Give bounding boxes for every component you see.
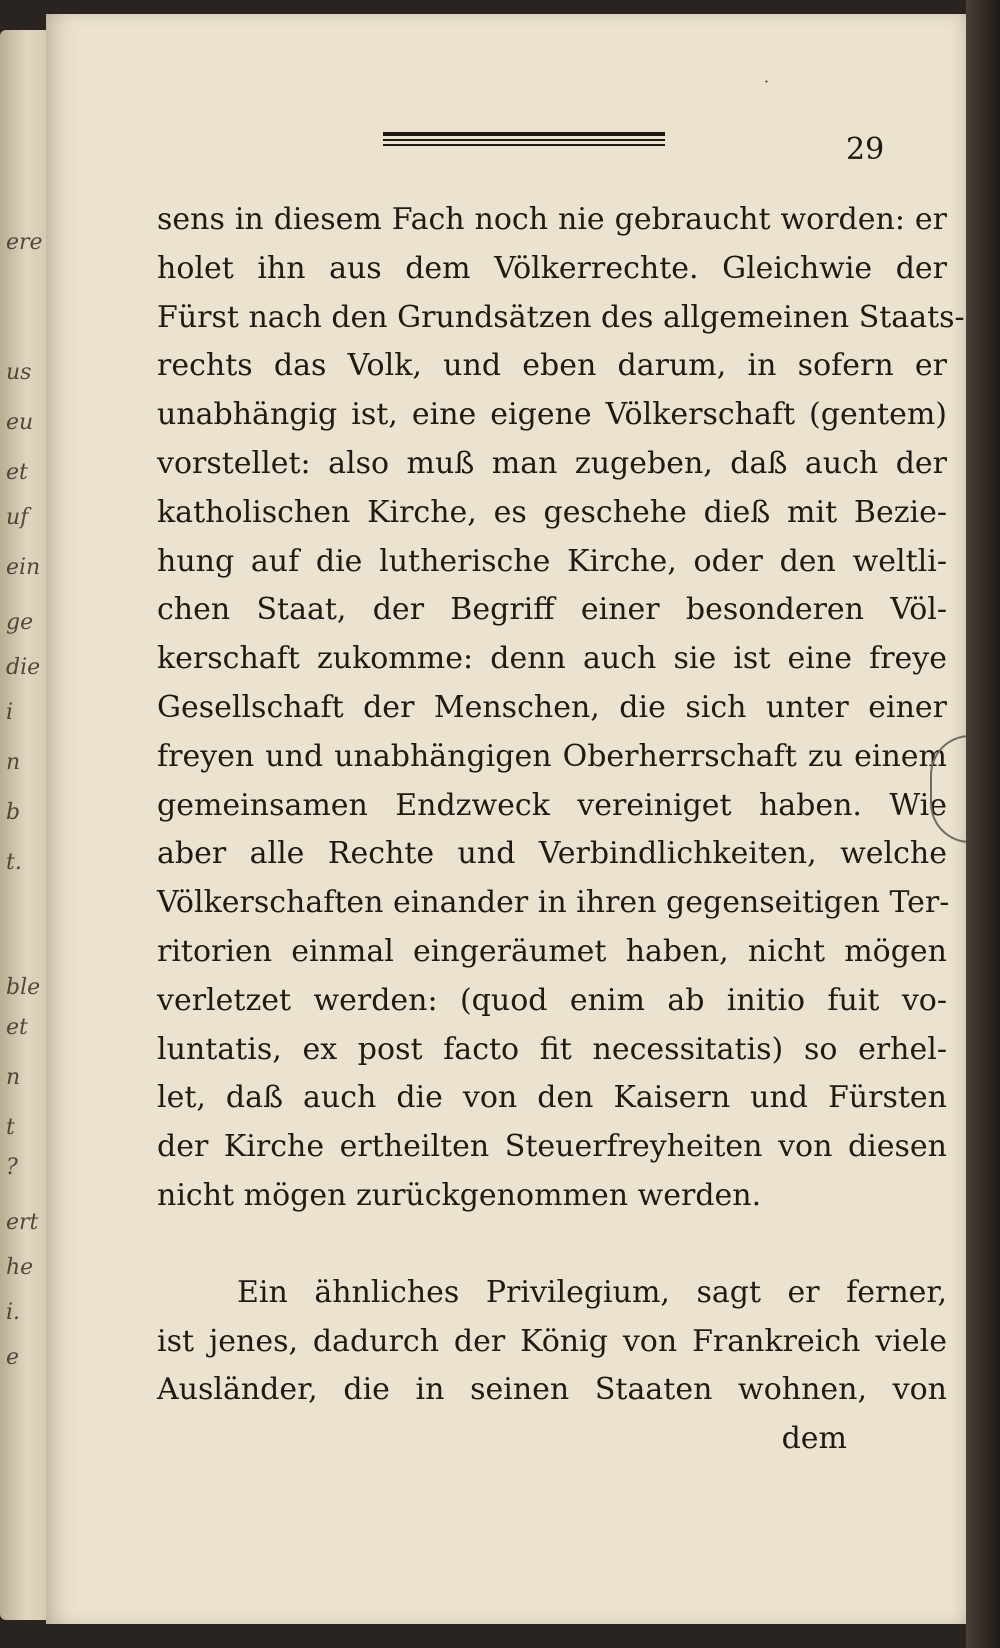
left-page-fragment: b — [6, 800, 21, 825]
left-page-fragment: e — [6, 1345, 20, 1370]
left-page-fragment: he — [6, 1255, 34, 1280]
left-page-fragment: n — [6, 750, 21, 775]
text-line: Völkerschaften einander in ihren gegenseitigen Ter- — [157, 885, 950, 921]
left-page-fragment: ere — [6, 230, 43, 255]
left-page-fragment: i — [6, 700, 14, 725]
text-line: sens in diesem Fach noch nie gebraucht worden: er — [157, 202, 947, 237]
left-page-fragment: die — [6, 655, 41, 680]
left-page-fragment: eu — [6, 410, 34, 435]
left-page-fragment: ? — [6, 1155, 18, 1180]
text-line: Gesellschaft der Menschen, die sich unter einer — [157, 689, 947, 725]
book-page — [46, 14, 966, 1624]
ink-speck: ˙ — [762, 78, 771, 99]
left-page-fragment: i. — [6, 1300, 21, 1325]
text-line: luntatis, ex post facto fit necessitatis) so erhel- — [157, 1031, 947, 1067]
left-page-edge — [0, 30, 48, 1620]
left-page-fragment: ble — [6, 975, 41, 1000]
text-line: ritorien einmal eingeräumet haben, nicht mögen — [157, 933, 947, 969]
left-page-fragment: us — [6, 360, 32, 385]
book-edge — [966, 0, 1000, 1648]
left-page-fragment: t. — [6, 850, 22, 875]
left-page-fragment: et — [6, 460, 28, 485]
paragraph-1 — [157, 196, 965, 1221]
text-line: Ein ähnliches Privilegium, sagt er ferner, — [237, 1274, 947, 1310]
page-text — [157, 196, 965, 1464]
text-line: vorstellet: also muß man zugeben, daß auch der — [157, 445, 947, 481]
text-line: Fürst nach den Grundsätzen des allgemeinen Staats- — [157, 299, 965, 335]
left-page-fragment: t — [6, 1115, 15, 1140]
text-line: freyen und unabhängigen Oberherrschaft zu einem — [157, 738, 947, 774]
text-line: let, daß auch die von den Kaisern und Fürsten — [157, 1080, 947, 1116]
header-rule — [383, 132, 665, 148]
text-line: gemeinsamen Endzweck vereiniget haben. Wie — [157, 787, 947, 823]
text-line: aber alle Rechte und Verbindlichkeiten, welche — [157, 836, 947, 872]
text-line: hung auf die lutherische Kirche, oder den weltli- — [157, 543, 947, 579]
text-line: holet ihn aus dem Völkerrechte. Gleichwie der — [157, 250, 947, 286]
catchword: dem — [781, 1421, 847, 1457]
text-line: katholischen Kirche, es geschehe dieß mit Bezie- — [157, 494, 947, 530]
text-line: rechts das Volk, und eben darum, in sofern er — [157, 348, 947, 384]
text-line: kerschaft zukomme: denn auch sie ist eine freye — [157, 641, 947, 677]
text-line: der Kirche ertheilten Steuerfreyheiten von diesen — [157, 1129, 947, 1165]
left-page-fragment: n — [6, 1065, 21, 1090]
text-line: verletzet werden: (quod enim ab initio fuit vo- — [157, 982, 947, 1018]
text-line: chen Staat, der Begriff einer besonderen Völ- — [157, 592, 947, 628]
text-line: unabhängig ist, eine eigene Völkerschaft (gentem) — [157, 397, 947, 433]
page-number: 29 — [846, 132, 885, 167]
text-line: Ausländer, die in seinen Staaten wohnen, von — [157, 1372, 947, 1408]
left-page-fragment: ert — [6, 1210, 39, 1235]
left-page-fragment: ein — [6, 555, 41, 580]
text-line: ist jenes, dadurch der König von Frankreich viele — [157, 1323, 947, 1359]
left-page-fragment: uf — [6, 505, 29, 530]
left-page-fragment: ge — [6, 610, 34, 635]
paragraph-2 — [157, 1269, 947, 1415]
text-line: nicht mögen zurückgenommen werden. — [157, 1177, 762, 1213]
left-page-fragment: et — [6, 1015, 28, 1040]
